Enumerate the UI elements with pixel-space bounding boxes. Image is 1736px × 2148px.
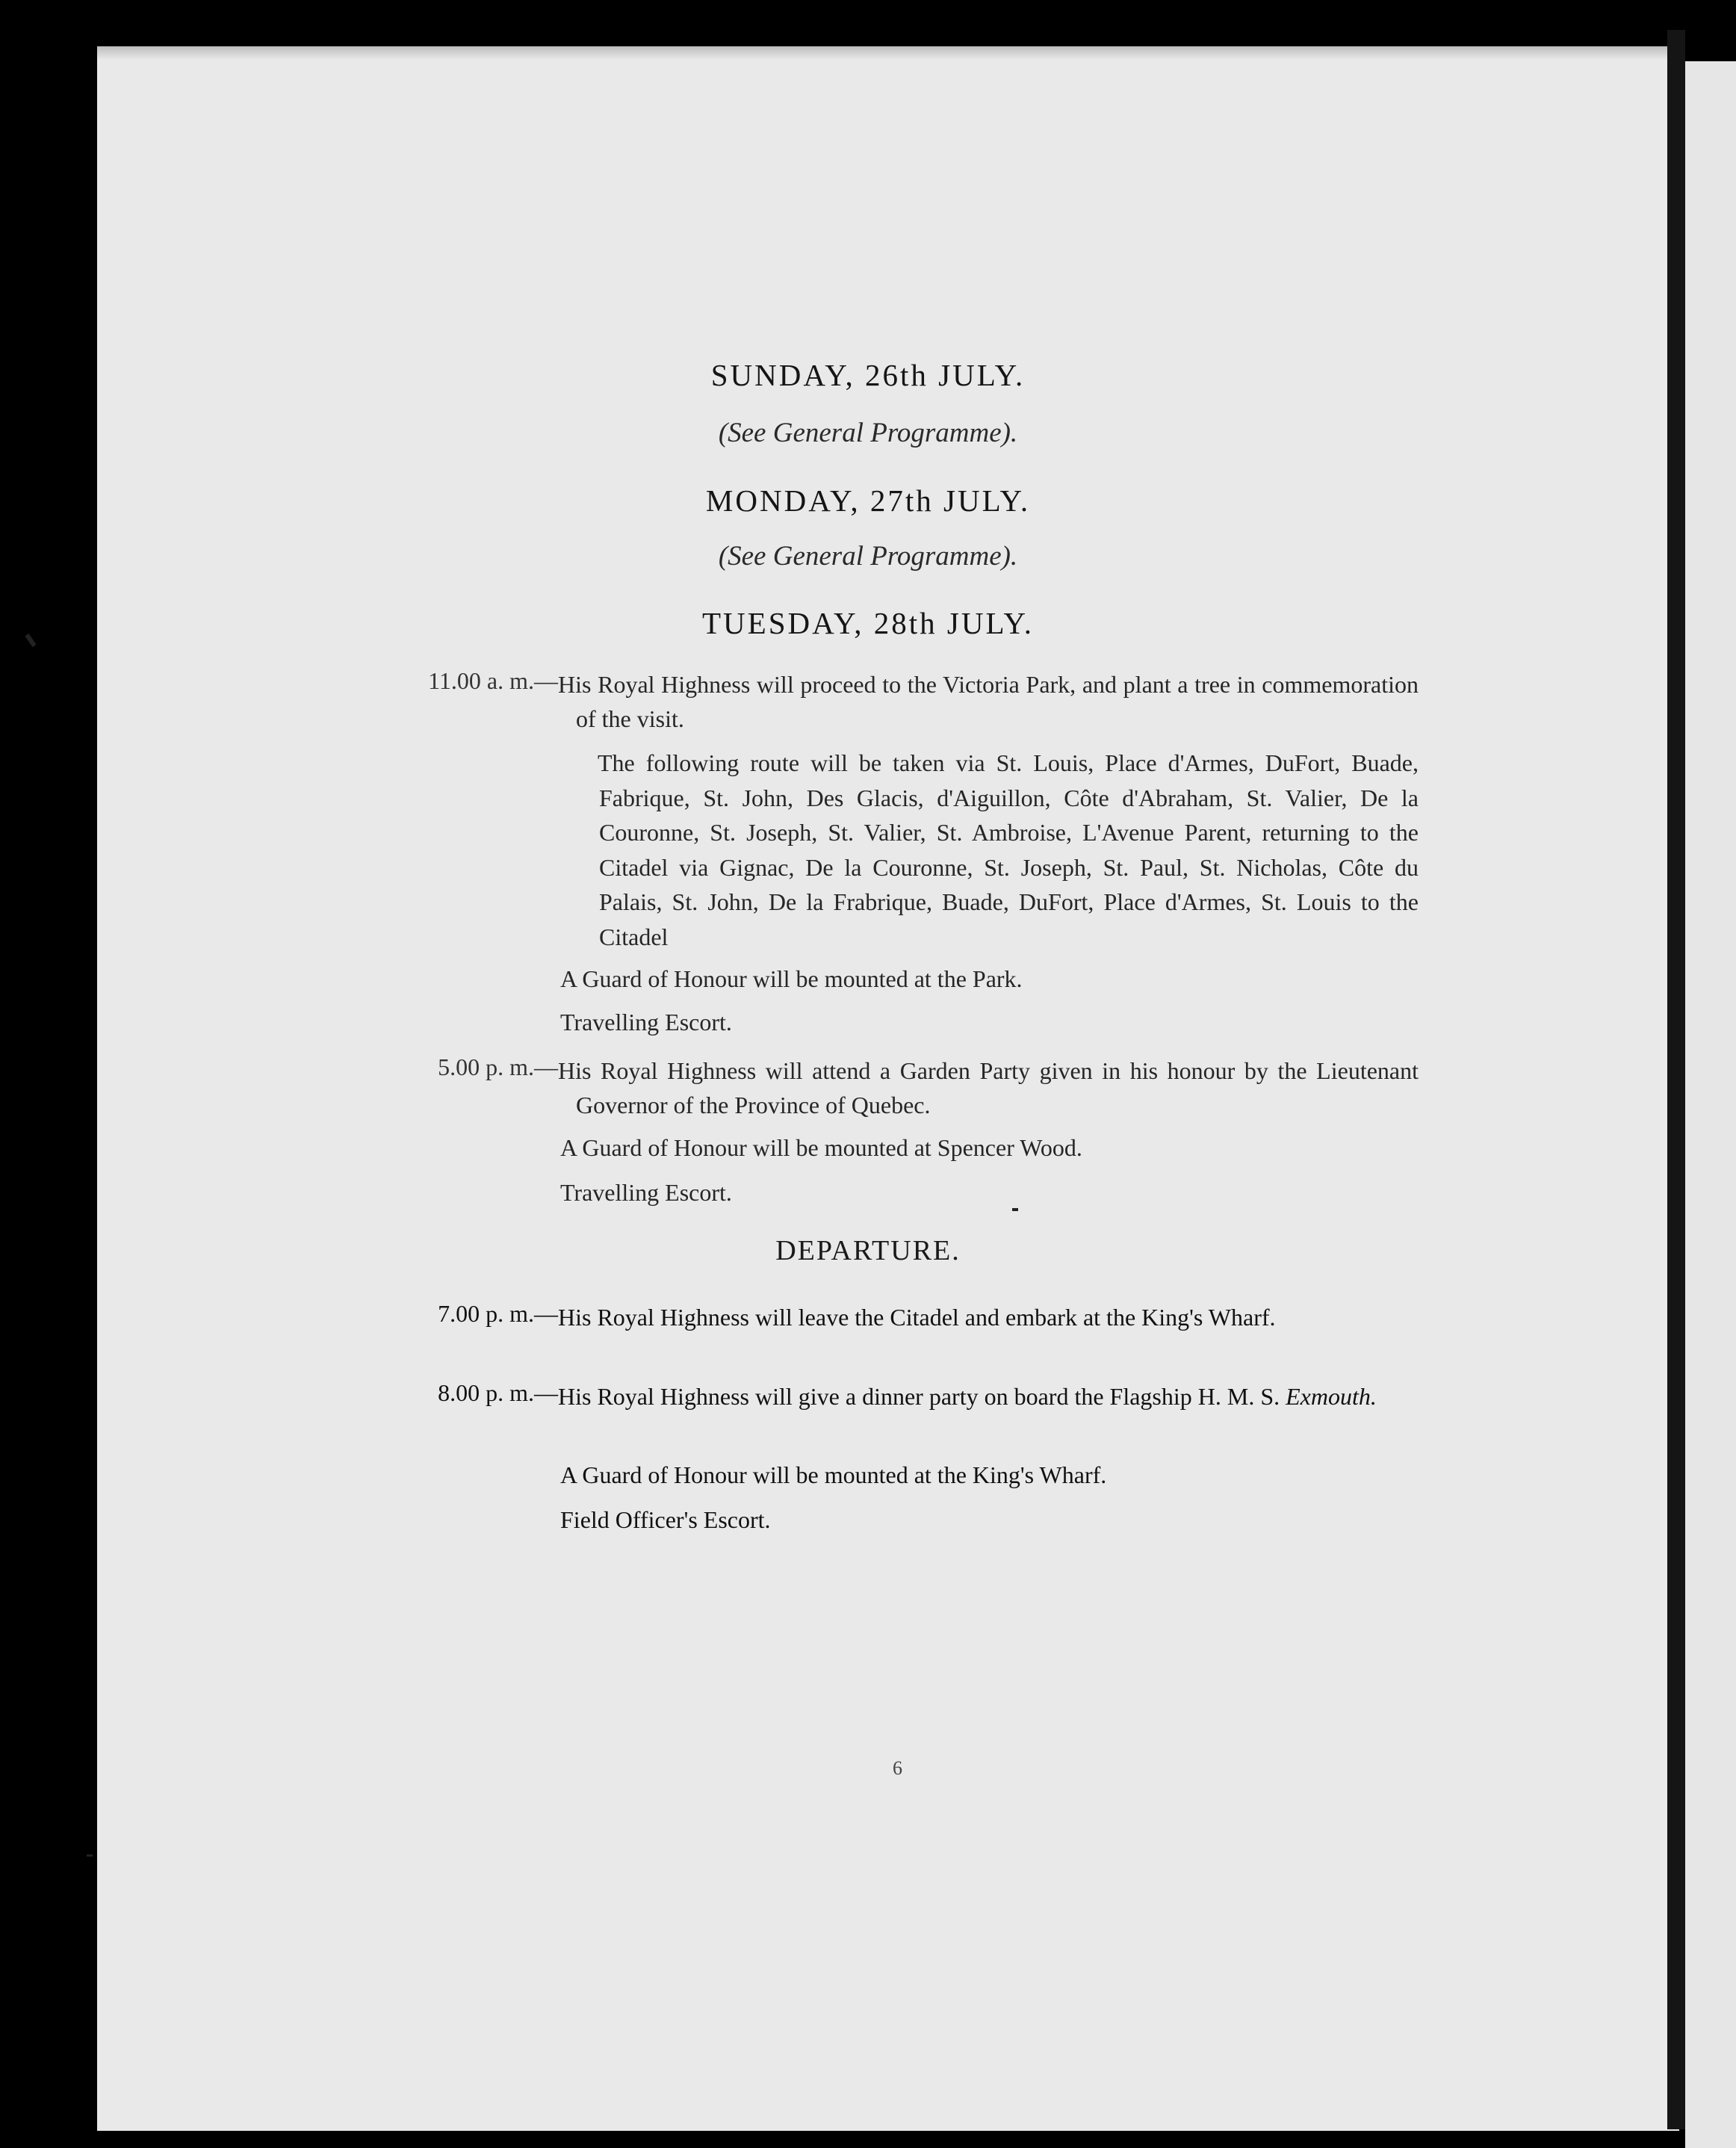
page-gutter [1667, 30, 1685, 2129]
dinner-text [558, 1379, 1419, 1414]
field-officer-escort: Field Officer's Escort. [560, 1506, 771, 1533]
page-top-shadow [97, 46, 1679, 60]
garden-party-text: His Royal Highness will attend a Garden Party given in his honour by the Lieutenant Governor of the Province of Quebec. [558, 1057, 1419, 1118]
garden-party-time: 5.00 p. m.— [438, 1053, 558, 1080]
travelling-escort: Travelling Escort. [560, 1009, 732, 1036]
dinner-time: 8.00 p. m.— [438, 1379, 558, 1406]
tuesday-heading: TUESDAY, 28th JULY. [702, 606, 1034, 640]
scan-mark [87, 1854, 93, 1857]
monday-note: (See General Programme). [718, 541, 1018, 572]
entry-time: 11.00 a. m.— [428, 667, 558, 694]
dinner-text-main: His Royal Highness will give a dinner party on board the Flagship H. M. S. [558, 1383, 1280, 1410]
sunday-heading: SUNDAY, 26th JULY. [710, 358, 1026, 392]
departure-heading: DEPARTURE. [775, 1235, 961, 1266]
guard-of-honour-wharf: A Guard of Honour will be mounted at the King's Wharf. [560, 1461, 1107, 1488]
departure-text: His Royal Highness will leave the Citadel and embark at the King's Wharf. [558, 1304, 1276, 1331]
page-number: 6 [893, 1757, 902, 1779]
travelling-escort: Travelling Escort. [560, 1179, 732, 1206]
sunday-note: (See General Programme). [718, 418, 1018, 448]
guard-of-honour-spencer-wood: A Guard of Honour will be mounted at Spencer Wood. [560, 1134, 1082, 1161]
route-paragraph: The following route will be taken via St. Louis, Place d'Armes, DuFort, Buade, Fabrique, St. John, Des Glacis, d'Aiguillon, Côte d'Abraham, St. Valier, De la Couronne, St. Joseph, St. Valier, St. Ambroise, L'Avenue Parent, returning to the Citadel via Gignac, De la Couronne, St. Joseph, St. Paul, St. Nicholas, Côte du Palais, St. John, De la Frabrique, Buade, DuFort, Place d'Armes, St. Louis to the Citadel [598, 749, 1419, 950]
guard-of-honour-park: A Guard of Honour will be mounted at the Park. [560, 965, 1023, 992]
departure-time: 7.00 p. m.— [438, 1300, 558, 1327]
entry-text: His Royal Highness will proceed to the Victoria Park, and plant a tree in commemoration of the visit. [558, 671, 1419, 732]
monday-heading: MONDAY, 27th JULY. [705, 483, 1031, 518]
scan-mark [1012, 1208, 1018, 1211]
ship-name: Exmouth. [1286, 1383, 1377, 1410]
